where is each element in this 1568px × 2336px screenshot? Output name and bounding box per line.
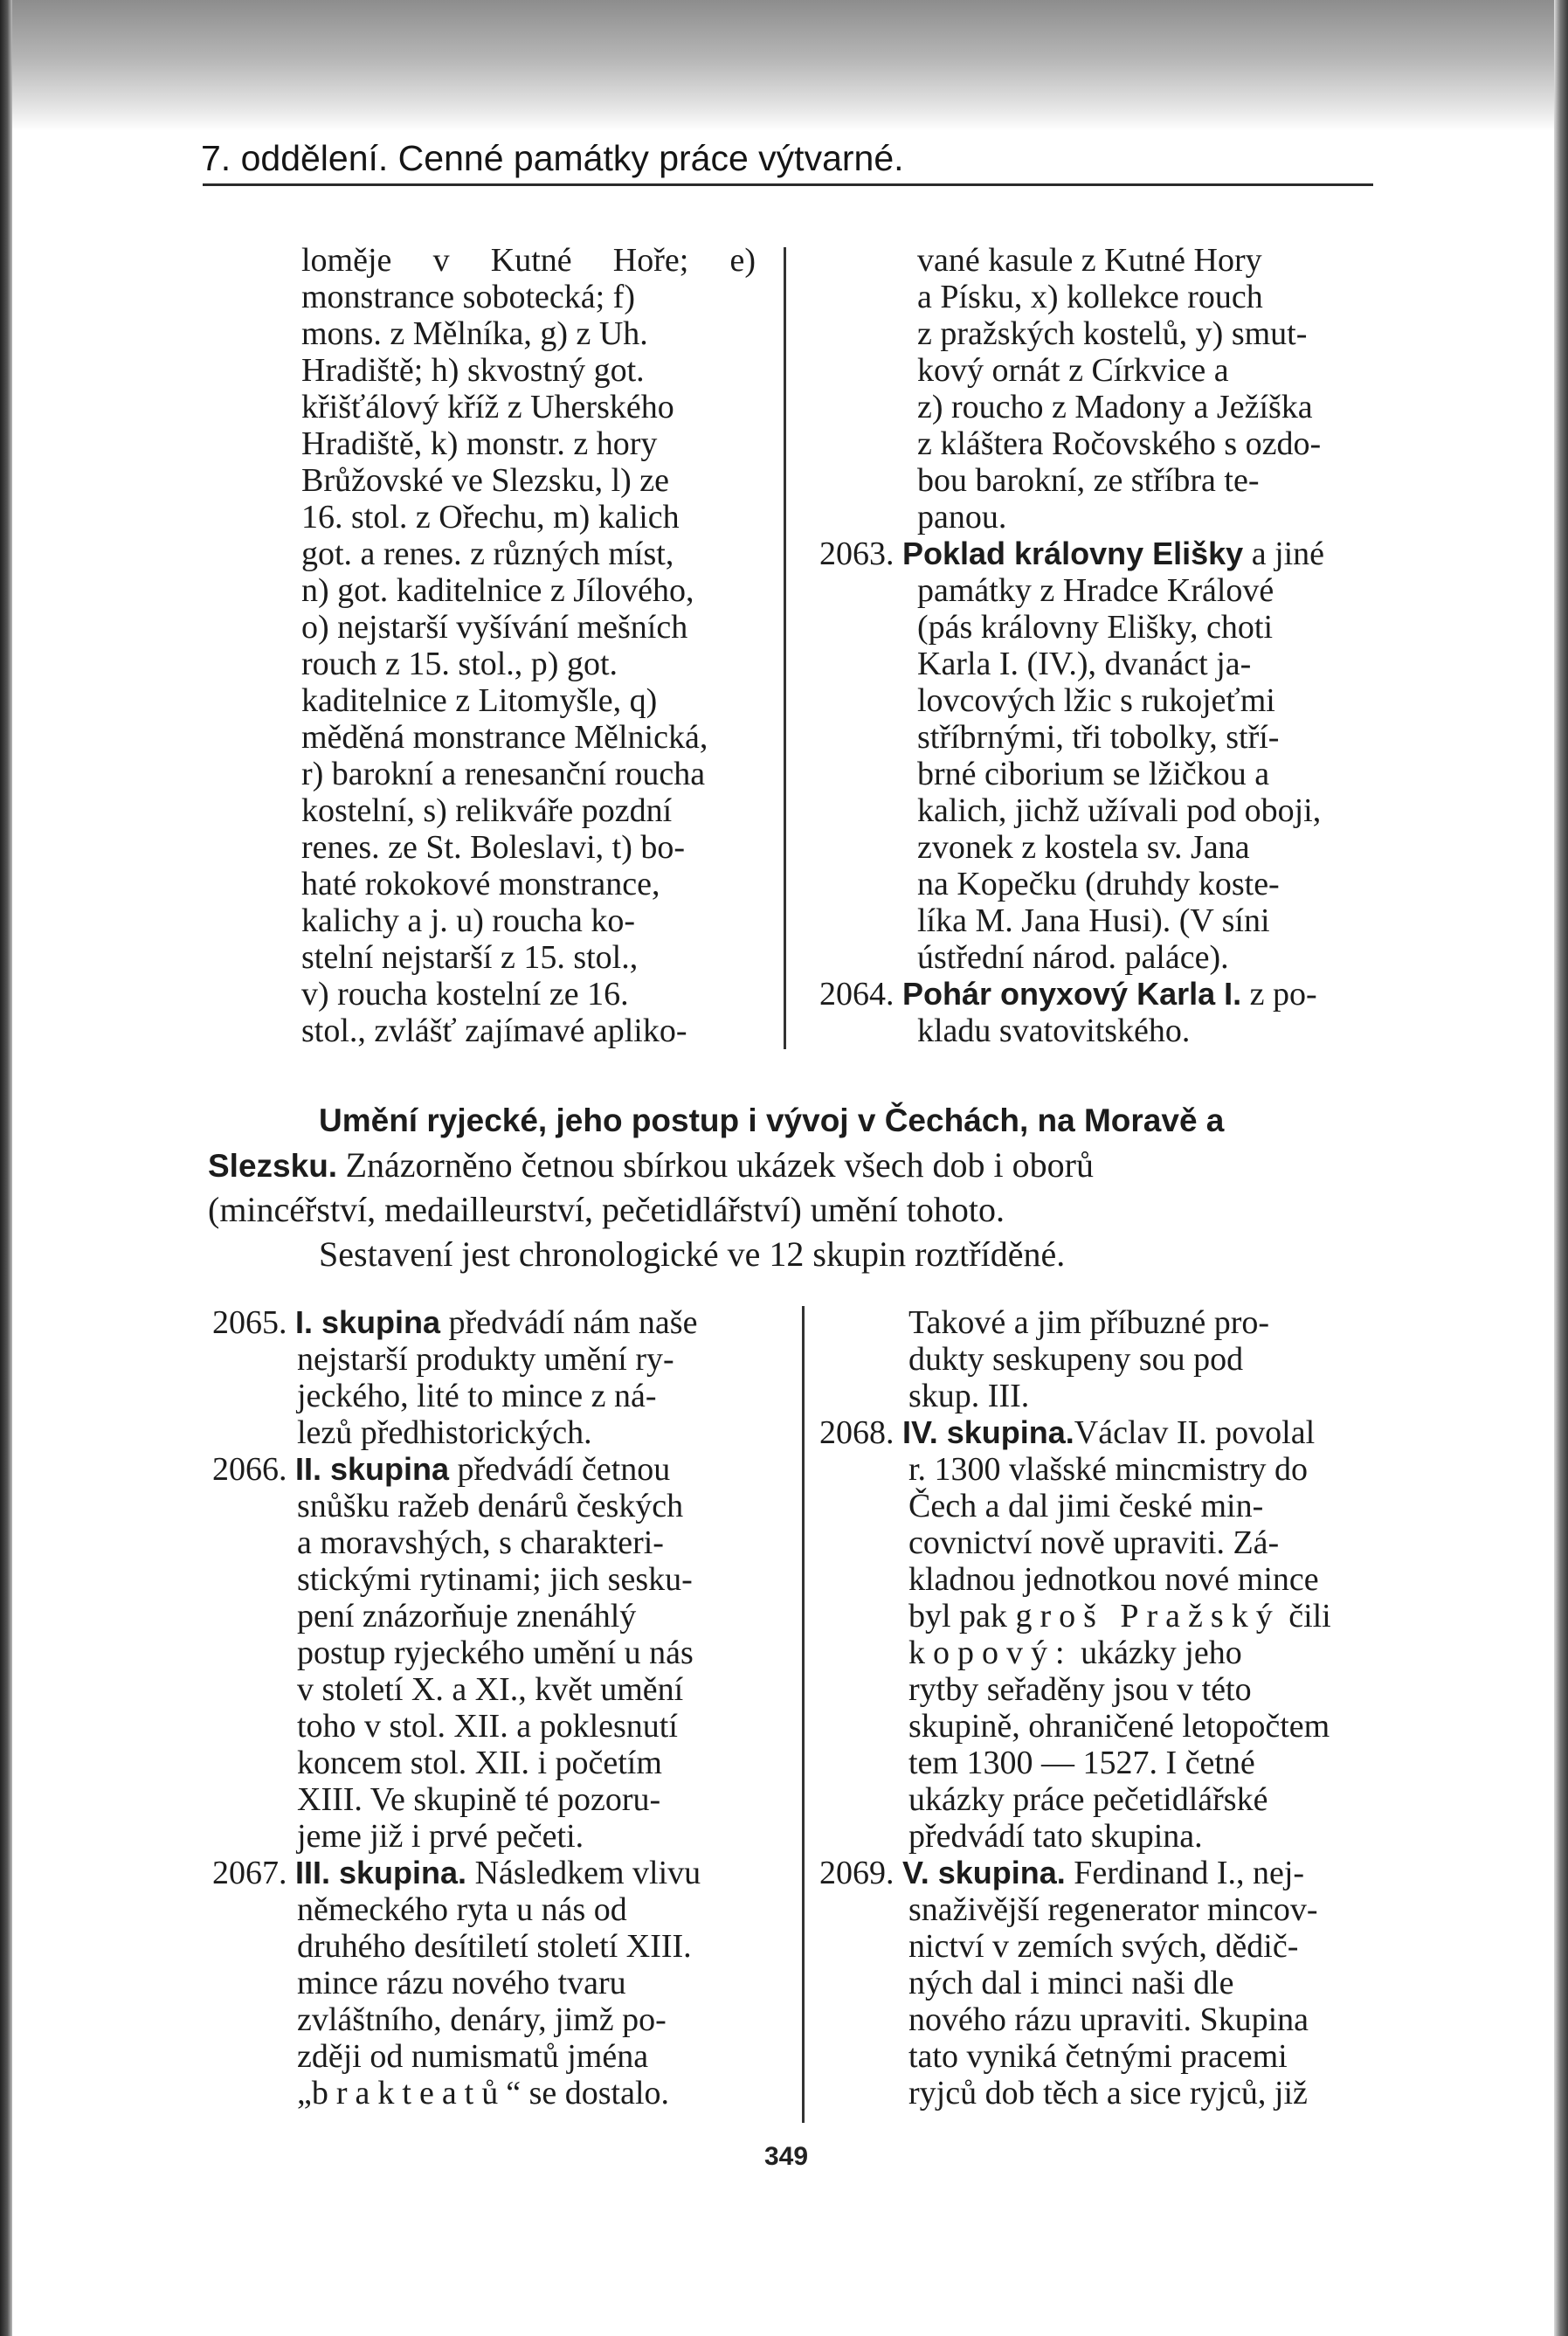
upper-left-line: r) barokní a renesanční roucha — [301, 756, 706, 792]
entry-2063-line: Karla I. (IV.), dvanáct ja- — [917, 646, 1252, 682]
group-label: III. skupina. — [295, 1855, 467, 1890]
upper-left-line: měděná monstrance Mělnická, — [301, 719, 708, 756]
entry-2067-line: zvláštního, denáry, jimž po- — [297, 2001, 667, 2038]
entry-2066-line: postup ryjeckého umění u nás — [297, 1635, 694, 1671]
entry-number: 2063. — [819, 536, 895, 572]
entry-number: 2064. — [819, 976, 895, 1012]
section-desc-line: Sestavení jest chronologické ve 12 skupin roztříděné. — [319, 1234, 1066, 1274]
upper-left-line: o) nejstarší vyšívání mešních — [301, 609, 688, 646]
upper-left-line: got. a renes. z různých míst, — [301, 536, 674, 572]
page-number: 349 — [764, 2142, 809, 2171]
lower-right-line: dukty seskupeny sou pod — [908, 1341, 1244, 1378]
entry-number: 2065. — [212, 1304, 287, 1341]
entry-number: 2066. — [212, 1451, 287, 1488]
entry-2065-first-line — [212, 1304, 697, 1341]
upper-left-line: loměje v Kutné Hoře; e) — [301, 242, 756, 279]
entry-2066-line: stickými rytinami; jich sesku- — [297, 1561, 693, 1598]
group-label: IV. skupina. — [902, 1414, 1074, 1450]
entry-text: Následkem vlivu — [474, 1855, 701, 1891]
upper-right-line: vané kasule z Kutné Hory — [917, 242, 1262, 279]
entry-text: Ferdinand I., nej- — [1074, 1855, 1305, 1891]
upper-left-line: haté rokokové monstrance, — [301, 866, 660, 902]
entry-2063-line: stříbrnými, tři tobolky, stří- — [917, 719, 1280, 756]
upper-left-line: Hradiště, k) monstr. z hory — [301, 425, 658, 462]
header-rule — [203, 183, 1373, 186]
spaced-term: brakteatů — [311, 2075, 507, 2111]
entry-2067-line: mince rázu nového tvaru — [297, 1965, 626, 2001]
entry-2063-line: (pás královny Elišky, choti — [917, 609, 1274, 646]
section-desc-line: (mincéřství, medailleurství, pečetidlářství) umění tohoto. — [208, 1190, 1005, 1229]
entry-title: Pohár onyxový Karla I. — [902, 976, 1242, 1012]
entry-number: 2068. — [819, 1414, 895, 1451]
entry-2066-line: a moravshých, s charakteri- — [297, 1524, 664, 1561]
section-title-end: Slezsku. — [208, 1148, 338, 1184]
entry-text: Václav II. povolal — [1074, 1414, 1316, 1451]
entry-2067-first-line — [212, 1855, 701, 1891]
upper-right-line: z kláštera Ročovského s ozdo- — [917, 425, 1322, 462]
group-label: II. skupina — [295, 1451, 450, 1487]
quote-open: „ — [297, 2075, 312, 2111]
entry-2066-line: XIII. Ve skupině té pozoru- — [297, 1781, 661, 1818]
spaced-term: groš Pražský — [1015, 1598, 1281, 1635]
lower-right-line: skup. III. — [908, 1378, 1030, 1414]
entry-2069-line: ných dal i minci naši dle — [908, 1965, 1234, 2001]
entry-2068-line: Čech a dal jimi české min- — [908, 1488, 1264, 1524]
entry-2064-first-line — [819, 976, 1317, 1012]
column-divider-upper — [784, 247, 786, 1049]
entry-number: 2067. — [212, 1855, 287, 1891]
entry-2066-line: koncem stol. XII. i početím — [297, 1745, 662, 1781]
entry-2067-line: zději od numismatů jména — [297, 2038, 649, 2075]
entry-text: čili — [1288, 1598, 1331, 1635]
entry-2068-line: tem 1300 — 1527. I četné — [908, 1745, 1255, 1781]
entry-text: ukázky jeho — [1081, 1635, 1242, 1671]
entry-2063-line: památky z Hradce Králové — [917, 572, 1274, 609]
entry-2067-line: německého ryta u nás od — [297, 1891, 627, 1928]
entry-2066-line: toho v stol. XII. a poklesnutí — [297, 1708, 678, 1745]
entry-2064-line: kladu svatovitského. — [917, 1012, 1191, 1049]
upper-left-line: stol., zvlášť zajímavé apliko- — [301, 1012, 687, 1049]
entry-2069-line: ryjců dob těch a sice ryjců, již — [908, 2075, 1308, 2111]
entry-2063-first-line — [819, 536, 1324, 572]
entry-text: z po- — [1249, 976, 1317, 1012]
entry-2069-line: snaživější regenerator mincov- — [908, 1891, 1318, 1928]
upper-right-line: panou. — [917, 499, 1007, 536]
entry-text: byl pak — [908, 1598, 1007, 1635]
entry-2069-line: nictví v zemích svých, dědič- — [908, 1928, 1299, 1965]
section-desc: Znázorněno četnou sbírkou ukázek všech dob i oborů — [345, 1145, 1094, 1185]
section-title — [319, 1102, 1224, 1139]
upper-left-line: n) got. kaditelnice z Jílového, — [301, 572, 694, 609]
entry-text: předvádí četnou — [457, 1451, 671, 1488]
upper-left-line: rouch z 15. stol., p) got. — [301, 646, 618, 682]
upper-left-line: monstrance sobotecká; f) — [301, 279, 635, 315]
entry-2063-line: líka M. Jana Husi). (V síni — [917, 902, 1270, 939]
entry-text: a jiné — [1251, 536, 1325, 572]
column-divider-lower — [802, 1306, 805, 2123]
upper-left-line: kaditelnice z Litomyšle, q) — [301, 682, 658, 719]
entry-2065-line: jeckého, lité to mince z ná- — [297, 1378, 657, 1414]
entry-number: 2069. — [819, 1855, 895, 1891]
running-header: 7. oddělení. Cenné památky práce výtvarné. — [201, 138, 904, 178]
entry-2068-grosh-line — [908, 1598, 1331, 1635]
group-label: I. skupina — [295, 1304, 441, 1340]
entry-2068-first-line — [819, 1414, 1315, 1451]
entry-2063-line: ústřední národ. paláce). — [917, 939, 1229, 976]
entry-2067-last-line — [297, 2075, 669, 2111]
scan-left-edge — [0, 0, 12, 2336]
scan-right-edge — [1554, 0, 1568, 2336]
upper-right-line: z pražských kostelů, y) smut- — [917, 315, 1308, 352]
upper-right-line: a Písku, x) kollekce rouch — [917, 279, 1263, 315]
upper-left-line: Brůžovské ve Slezsku, l) ze — [301, 462, 670, 499]
upper-right-line: z) roucho z Madony a Ježíška — [917, 389, 1313, 425]
entry-2065-line: nejstarší produkty umění ry- — [297, 1341, 674, 1378]
entry-2063-line: brné ciborium se lžičkou a — [917, 756, 1270, 792]
entry-2067-line: druhého desítiletí století XIII. — [297, 1928, 692, 1965]
entry-2068-line: rytby seřaděny jsou v této — [908, 1671, 1252, 1708]
entry-title: Poklad královny Elišky — [902, 536, 1244, 571]
group-label: V. skupina. — [902, 1855, 1066, 1890]
entry-2069-line: nového rázu upraviti. Skupina — [908, 2001, 1309, 2038]
entry-2068-kopovy-line — [908, 1635, 1242, 1671]
upper-right-line: bou barokní, ze stříbra te- — [917, 462, 1260, 499]
entry-2068-line: ukázky práce pečetidlářské — [908, 1781, 1268, 1818]
entry-2066-line: snůšku ražeb denárů českých — [297, 1488, 684, 1524]
upper-left-line: renes. ze St. Boleslavi, t) bo- — [301, 829, 686, 866]
entry-text: předvádí nám naše — [448, 1304, 698, 1341]
entry-2068-line: covnictví nově upraviti. Zá- — [908, 1524, 1280, 1561]
spaced-term: kopový: — [908, 1635, 1073, 1671]
upper-right-line: kový ornát z Církvice a — [917, 352, 1229, 389]
entry-2063-line: zvonek z kostela sv. Jana — [917, 829, 1250, 866]
entry-2066-first-line — [212, 1451, 670, 1488]
entry-2066-line: pení znázorňuje znenáhlý — [297, 1598, 637, 1635]
upper-left-line: křišťálový kříž z Uherského — [301, 389, 674, 425]
entry-2066-line: jeme již i prvé pečeti. — [297, 1818, 584, 1855]
entry-2066-line: v století X. a XI., květ umění — [297, 1671, 684, 1708]
scan-top-shadow — [0, 0, 1568, 131]
upper-left-line: v) roucha kostelní ze 16. — [301, 976, 629, 1012]
entry-2069-line: tato vyniká četnými pracemi — [908, 2038, 1288, 2075]
lower-right-line: Takové a jim příbuzné pro- — [908, 1304, 1270, 1341]
upper-left-line: stelní nejstarší z 15. stol., — [301, 939, 639, 976]
upper-left-line: kalichy a j. u) roucha ko- — [301, 902, 635, 939]
entry-2068-line: předvádí tato skupina. — [908, 1818, 1203, 1855]
entry-2069-first-line — [819, 1855, 1304, 1891]
entry-2068-line: skupině, ohraničené letopočtem — [908, 1708, 1330, 1745]
section-title-text: Umění ryjecké, jeho postup i vývoj v Čechách, na Moravě a — [319, 1102, 1225, 1138]
upper-left-line: kostelní, s) relikváře pozdní — [301, 792, 673, 829]
entry-2068-line: kladnou jednotkou nové mince — [908, 1561, 1319, 1598]
entry-2065-line: lezů předhistorických. — [297, 1414, 592, 1451]
section-line-2 — [208, 1147, 1094, 1185]
entry-2068-line: r. 1300 vlašské mincmistry do — [908, 1451, 1309, 1488]
entry-2063-line: lovcových lžic s rukojeťmi — [917, 682, 1275, 719]
upper-left-line: Hradiště; h) skvostný got. — [301, 352, 645, 389]
upper-left-line: 16. stol. z Ořechu, m) kalich — [301, 499, 680, 536]
entry-2063-line: kalich, jichž užívali pod oboji, — [917, 792, 1322, 829]
entry-text: “ se dostalo. — [506, 2075, 670, 2111]
upper-left-line: mons. z Mělníka, g) z Uh. — [301, 315, 648, 352]
entry-2063-line: na Kopečku (druhdy koste- — [917, 866, 1280, 902]
